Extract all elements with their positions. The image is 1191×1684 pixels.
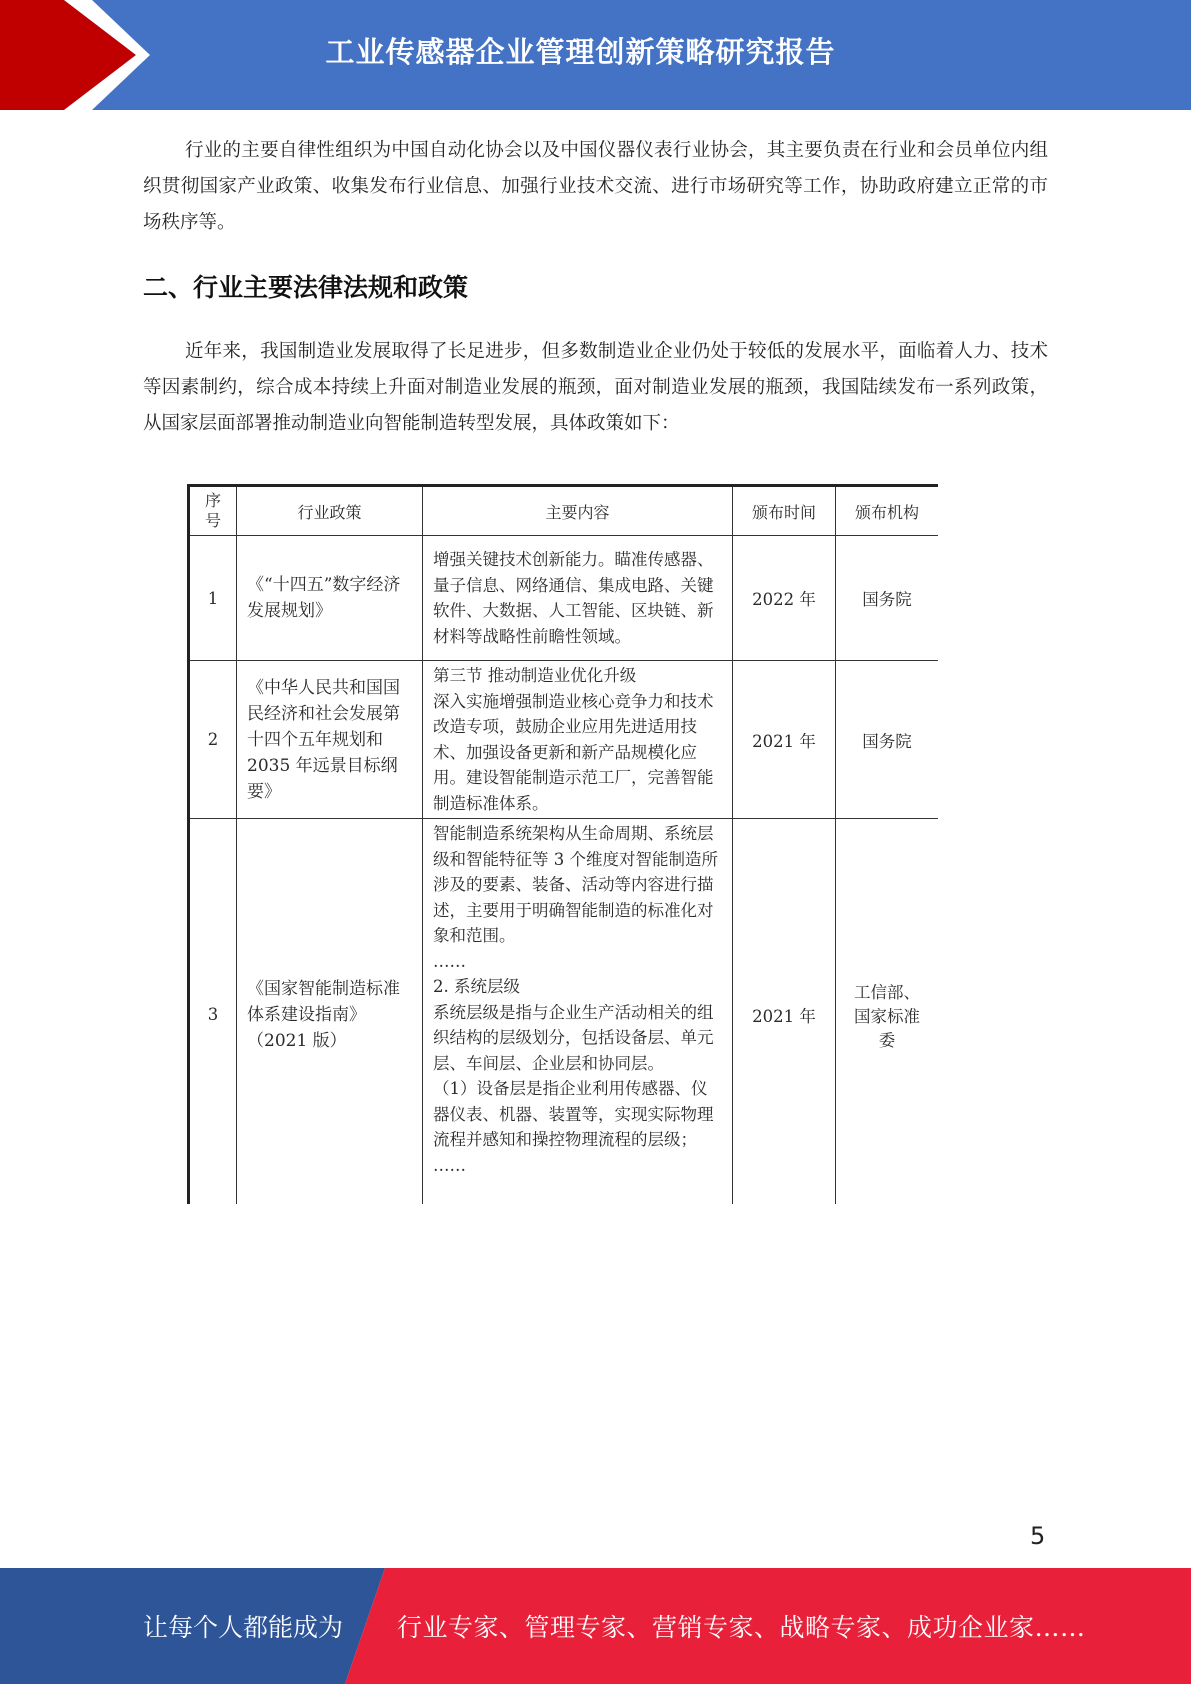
cell-policy: 《“十四五”数字经济发展规划》 [237, 536, 423, 661]
footer-slogan-right: 行业专家、管理专家、营销专家、战略专家、成功企业家…… [397, 1613, 1086, 1642]
table-row [189, 536, 939, 661]
cell-date: 2021 年 [733, 819, 836, 1205]
table-row [189, 819, 939, 1205]
cell-seq: 1 [189, 536, 237, 661]
cell-content [423, 819, 733, 1205]
header-policy: 行业政策 [237, 486, 423, 536]
paragraph-industry-organizations: 行业的主要自律性组织为中国自动化协会以及中国仪器仪表行业协会，其主要负责在行业和会员单位内组织贯彻国家产业政策、收集发布行业信息、加强行业技术交流、进行市场研究等工作，协助政府建立正常的市场秩序等。 [143, 140, 1048, 233]
cell-date: 2022 年 [733, 536, 836, 661]
footer-banner [0, 1568, 1191, 1684]
header-arrow-decoration [0, 0, 160, 110]
cell-policy: 《中华人民共和国国民经济和社会发展第十四个五年规划和 2035 年远景目标纲要》 [237, 661, 423, 819]
cell-content [423, 661, 733, 819]
cell-content-line: …… [433, 951, 466, 971]
cell-date: 2021 年 [733, 661, 836, 819]
header-seq [189, 486, 237, 536]
header-issuer: 颁布机构 [836, 486, 939, 536]
cell-issuer: 国务院 [836, 536, 939, 661]
policy-table-image [187, 484, 938, 1204]
footer-slogan-left: 让每个人都能成为 [143, 1613, 344, 1642]
cell-issuer: 工信部、国家标准委 [836, 819, 939, 1205]
report-title: 工业传感器企业管理创新策略研究报告 [325, 34, 836, 69]
policy-table [187, 484, 938, 1204]
cell-content-line: …… [433, 1155, 466, 1175]
paragraph-policy-intro: 近年来，我国制造业发展取得了长足进步，但多数制造业企业仍处于较低的发展水平，面临着人力、技术等因素制约，综合成本持续上升面对制造业发展的瓶颈，面对制造业发展的瓶颈，我国陆续发布一系列政策，从国家层面部署推动制造业向智能制造转型发展，具体政策如下： [143, 341, 1048, 434]
section-heading: 二、行业主要法律法规和政策 [143, 273, 469, 302]
table-row [189, 661, 939, 819]
cell-content-line: 2. 系统层级 [433, 977, 520, 996]
cell-content-line: 深入实施增强制造业核心竞争力和技术改造专项，鼓励企业应用先进适用技术、加强设备更新和新产品规模化应用。建设智能制造示范工厂，完善智能制造标准体系。 [433, 691, 714, 813]
table-header-row [189, 486, 939, 536]
header-content: 主要内容 [423, 486, 733, 536]
cell-content-line: （1）设备层是指企业利用传感器、仪器仪表、机器、装置等，实现实际物理流程并感知和操控物理流程的层级； [433, 1079, 714, 1149]
header-seq-label: 序 号 [204, 491, 221, 530]
cell-content-line: 系统层级是指与企业生产活动相关的组织结构的层级划分，包括设备层、单元层、车间层、企业层和协同层。 [433, 1002, 714, 1073]
cell-content: 增强关键技术创新能力。瞄准传感器、量子信息、网络通信、集成电路、关键软件、大数据、人工智能、区块链、新材料等战略性前瞻性领域。 [423, 536, 733, 661]
cell-issuer: 国务院 [836, 661, 939, 819]
page-number: 5 [1030, 1522, 1046, 1550]
cell-seq: 2 [189, 661, 237, 819]
cell-content-line: 智能制造系统架构从生命周期、系统层级和智能特征等 3 个维度对智能制造所涉及的要素、装备、活动等内容进行描述，主要用于明确智能制造的标准化对象和范围。 [433, 824, 718, 945]
cell-policy: 《国家智能制造标准体系建设指南》（2021 版） [237, 819, 423, 1205]
cell-content-line: 第三节 推动制造业优化升级 [433, 666, 637, 685]
cell-seq: 3 [189, 819, 237, 1205]
header-banner [0, 0, 1191, 110]
header-date: 颁布时间 [733, 486, 836, 536]
